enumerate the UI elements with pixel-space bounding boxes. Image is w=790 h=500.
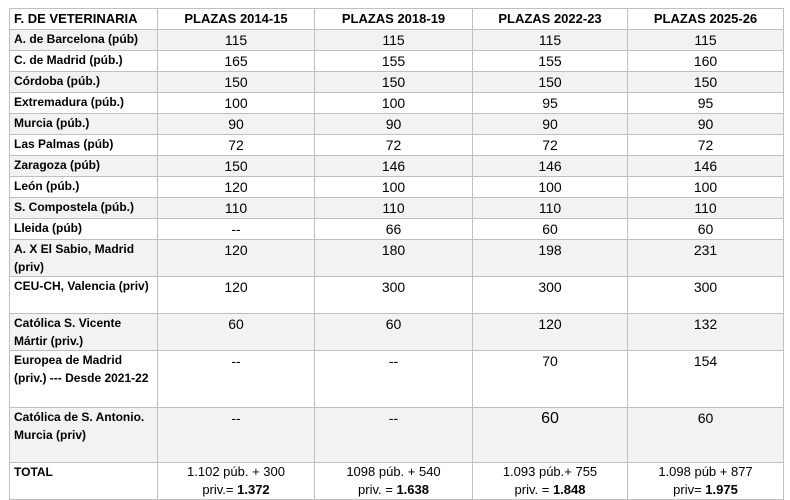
cell-value: 150	[473, 72, 628, 93]
row-name: Zaragoza (púb)	[10, 156, 158, 177]
row-name: S. Compostela (púb.)	[10, 198, 158, 219]
header-2022-23: PLAZAS 2022-23	[473, 9, 628, 30]
total-sum: 1.372	[237, 482, 270, 497]
table-row	[10, 277, 784, 314]
cell-value: 90	[473, 114, 628, 135]
cell-value: --	[158, 219, 315, 240]
row-name: Extremadura (púb.)	[10, 93, 158, 114]
table-row	[10, 156, 784, 177]
table-row	[10, 219, 784, 240]
cell-value: 150	[158, 72, 315, 93]
total-cell	[473, 463, 628, 500]
cell-value: 110	[315, 198, 473, 219]
total-prefix: priv. =	[514, 482, 553, 497]
cell-value: 180	[315, 240, 473, 277]
total-prefix: priv=	[673, 482, 706, 497]
cell-value: 100	[315, 177, 473, 198]
total-line: 1098 púb. + 540	[346, 464, 441, 479]
row-name: A. X El Sabio, Madrid (priv)	[10, 240, 158, 277]
cell-value: 100	[158, 93, 315, 114]
row-name: Las Palmas (púb)	[10, 135, 158, 156]
total-sum: 1.975	[705, 482, 738, 497]
cell-value: 60	[473, 408, 628, 463]
table-row	[10, 314, 784, 351]
total-cell	[315, 463, 473, 500]
row-name: A. de Barcelona (púb)	[10, 30, 158, 51]
cell-value: 120	[158, 177, 315, 198]
cell-value: 60	[473, 219, 628, 240]
cell-value: 160	[628, 51, 784, 72]
cell-value: 132	[628, 314, 784, 351]
cell-value: --	[158, 351, 315, 408]
table-row	[10, 114, 784, 135]
cell-value: 115	[315, 30, 473, 51]
cell-value: 115	[473, 30, 628, 51]
total-sum: 1.638	[396, 482, 429, 497]
cell-value: 120	[158, 277, 315, 314]
cell-value: --	[158, 408, 315, 463]
cell-value: 90	[158, 114, 315, 135]
table-row	[10, 408, 784, 463]
header-2018-19: PLAZAS 2018-19	[315, 9, 473, 30]
cell-value: --	[315, 408, 473, 463]
row-name: Europea de Madrid (priv.) --- Desde 2021-22	[10, 351, 158, 408]
cell-value: 72	[315, 135, 473, 156]
total-prefix: priv.=	[202, 482, 238, 497]
cell-value: 60	[315, 314, 473, 351]
cell-value: 300	[628, 277, 784, 314]
total-line: 1.093 púb.+ 755	[502, 464, 598, 479]
total-sum: 1.848	[552, 482, 586, 497]
row-name: Murcia (púb.)	[10, 114, 158, 135]
cell-value: 231	[628, 240, 784, 277]
header-2025-26: PLAZAS 2025-26	[628, 9, 784, 30]
row-name: León (púb.)	[10, 177, 158, 198]
header-faculty: F. DE VETERINARIA	[10, 9, 158, 30]
table-row	[10, 135, 784, 156]
table-row	[10, 30, 784, 51]
cell-value: 72	[158, 135, 315, 156]
cell-value: --	[315, 351, 473, 408]
cell-value: 110	[473, 198, 628, 219]
cell-value: 120	[473, 314, 628, 351]
table-row	[10, 93, 784, 114]
total-label: TOTAL	[10, 463, 158, 500]
table-row	[10, 240, 784, 277]
cell-value: 100	[315, 93, 473, 114]
veterinaria-plazas-table	[9, 8, 784, 500]
cell-value: 66	[315, 219, 473, 240]
table-row	[10, 177, 784, 198]
cell-value: 95	[628, 93, 784, 114]
cell-value: 150	[315, 72, 473, 93]
cell-value: 95	[473, 93, 628, 114]
cell-value: 146	[315, 156, 473, 177]
cell-value: 100	[473, 177, 628, 198]
header-row	[10, 9, 784, 30]
cell-value: 115	[628, 30, 784, 51]
total-line: 1.102 púb. + 300	[187, 464, 285, 479]
total-cell	[158, 463, 315, 500]
cell-value: 72	[628, 135, 784, 156]
cell-value: 110	[628, 198, 784, 219]
cell-value: 70	[473, 351, 628, 408]
table-row	[10, 351, 784, 408]
cell-value: 90	[628, 114, 784, 135]
row-name: Lleida (púb)	[10, 219, 158, 240]
cell-value: 150	[158, 156, 315, 177]
total-line: 1.098 púb + 877	[658, 464, 753, 479]
cell-value: 146	[628, 156, 784, 177]
table-row	[10, 72, 784, 93]
cell-value: 120	[158, 240, 315, 277]
row-name: Córdoba (púb.)	[10, 72, 158, 93]
cell-value: 90	[315, 114, 473, 135]
cell-value: 72	[473, 135, 628, 156]
table-row	[10, 198, 784, 219]
table-row	[10, 51, 784, 72]
header-2014-15: PLAZAS 2014-15	[158, 9, 315, 30]
row-name: CEU-CH, Valencia (priv)	[10, 277, 158, 314]
row-name: C. de Madrid (púb.)	[10, 51, 158, 72]
cell-value: 300	[315, 277, 473, 314]
cell-value: 155	[315, 51, 473, 72]
cell-value: 300	[473, 277, 628, 314]
cell-value: 155	[473, 51, 628, 72]
cell-value: 146	[473, 156, 628, 177]
cell-value: 100	[628, 177, 784, 198]
cell-value: 60	[158, 314, 315, 351]
cell-value: 110	[158, 198, 315, 219]
cell-value: 198	[473, 240, 628, 277]
total-row	[10, 463, 784, 500]
cell-value: 165	[158, 51, 315, 72]
cell-value: 154	[628, 351, 784, 408]
cell-value: 60	[628, 408, 784, 463]
row-name: Católica S. Vicente Mártir (priv.)	[10, 314, 158, 351]
total-cell	[628, 463, 784, 500]
row-name: Católica de S. Antonio. Murcia (priv)	[10, 408, 158, 463]
cell-value: 150	[628, 72, 784, 93]
total-prefix: priv. =	[358, 482, 397, 497]
cell-value: 60	[628, 219, 784, 240]
cell-value: 115	[158, 30, 315, 51]
